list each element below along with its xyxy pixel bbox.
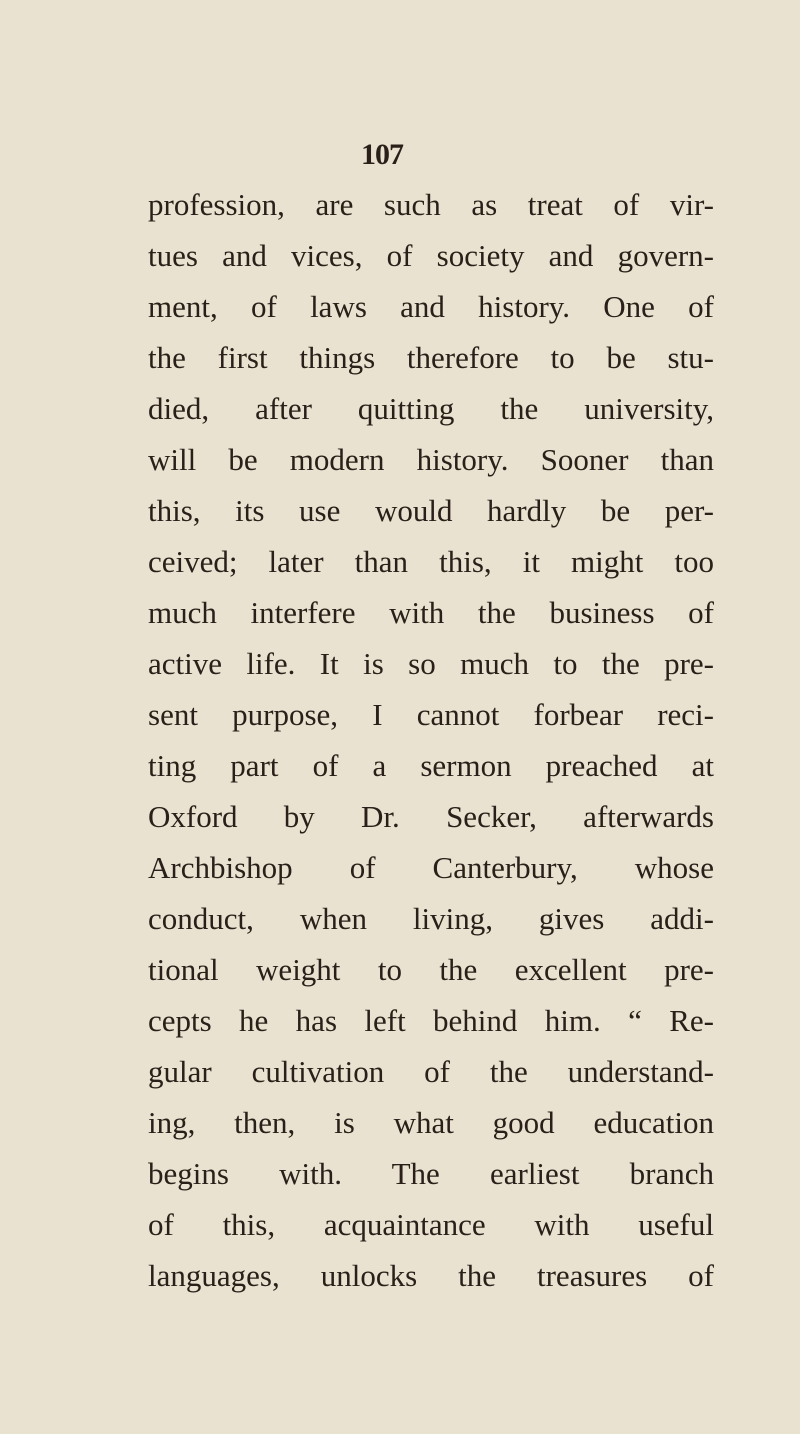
text-line: ment, of laws and history. One of: [148, 289, 714, 324]
text-line: Oxford by Dr. Secker, afterwards: [148, 799, 714, 834]
text-line: died, after quitting the university,: [148, 391, 714, 426]
text-line: ting part of a sermon preached at: [148, 748, 714, 783]
body-text: [148, 182, 714, 1304]
text-line: the first things therefore to be stu-: [148, 340, 714, 375]
text-line: gular cultivation of the understand-: [148, 1054, 714, 1089]
text-line: conduct, when living, gives addi-: [148, 901, 714, 936]
text-line: ing, then, is what good education: [148, 1105, 714, 1140]
text-line: sent purpose, I cannot forbear reci-: [148, 697, 714, 732]
text-line: begins with. The earliest branch: [148, 1156, 714, 1191]
text-line: will be modern history. Sooner than: [148, 442, 714, 477]
text-line: languages, unlocks the treasures of: [148, 1258, 714, 1293]
page-number: 107: [361, 138, 403, 171]
text-line: profession, are such as treat of vir-: [148, 187, 714, 222]
text-line: active life. It is so much to the pre-: [148, 646, 714, 681]
text-line: of this, acquaintance with useful: [148, 1207, 714, 1242]
text-line: Archbishop of Canterbury, whose: [148, 850, 714, 885]
text-line: tues and vices, of society and govern-: [148, 238, 714, 273]
text-line: cepts he has left behind him. “ Re-: [148, 1003, 714, 1038]
text-line: much interfere with the business of: [148, 595, 714, 630]
text-line: this, its use would hardly be per-: [148, 493, 714, 528]
text-line: tional weight to the excellent pre-: [148, 952, 714, 987]
text-line: ceived; later than this, it might too: [148, 544, 714, 579]
